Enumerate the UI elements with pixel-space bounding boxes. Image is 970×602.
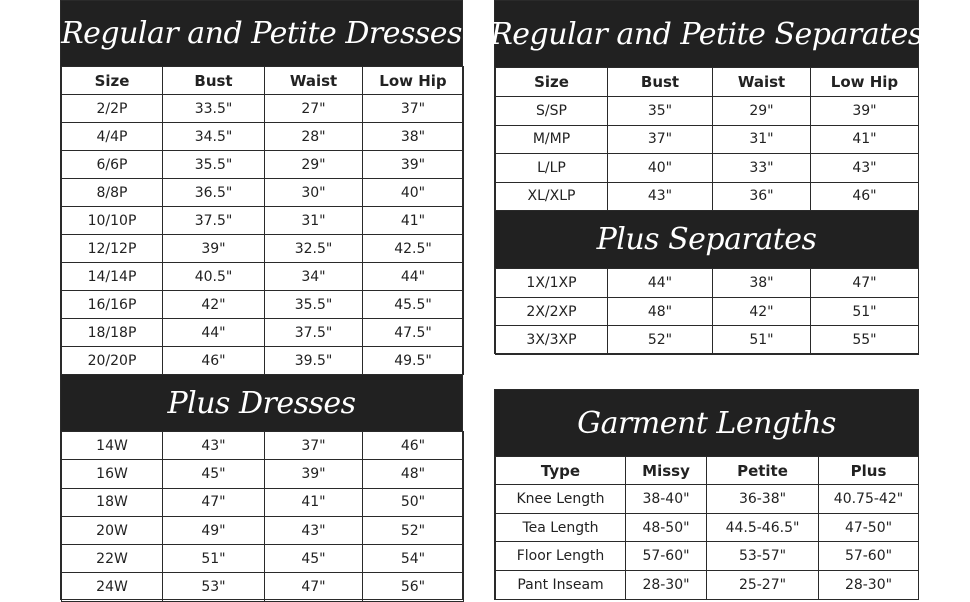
measurement-cell: 44"	[608, 269, 713, 298]
measurement-cell: 36"	[713, 182, 811, 211]
table-row	[496, 485, 919, 514]
measurement-cell: 35"	[608, 97, 713, 126]
measurement-cell: 29"	[265, 151, 363, 179]
measurement-cell: 40"	[608, 154, 713, 183]
column-header: Waist	[265, 67, 363, 95]
measurement-cell: 33.5"	[163, 95, 265, 123]
plus-dresses-table	[61, 431, 464, 602]
measurement-cell: 45"	[265, 545, 363, 573]
measurement-cell: 37"	[265, 432, 363, 460]
row-label-cell: S/SP	[496, 97, 608, 126]
row-label-cell: 12/12P	[62, 235, 163, 263]
header-row	[496, 457, 919, 485]
measurement-cell: 38-40"	[626, 485, 707, 514]
row-label-cell: Floor Length	[496, 542, 626, 571]
table-row	[62, 263, 464, 291]
measurement-cell: 48-50"	[626, 513, 707, 542]
table-row	[62, 545, 464, 573]
table-row	[62, 207, 464, 235]
measurement-cell: 37.5"	[163, 207, 265, 235]
plus-dresses-title: Plus Dresses	[61, 375, 462, 431]
column-header: Size	[62, 67, 163, 95]
measurement-cell: 57-60"	[626, 542, 707, 571]
header-row	[496, 68, 919, 97]
table-row	[496, 97, 919, 126]
measurement-cell: 39"	[163, 235, 265, 263]
table-row	[496, 125, 919, 154]
measurement-cell: 47"	[811, 269, 919, 298]
measurement-cell: 25-27"	[707, 571, 819, 600]
table-row	[496, 571, 919, 600]
table-row	[496, 297, 919, 326]
measurement-cell: 31"	[713, 125, 811, 154]
measurement-cell: 44"	[163, 319, 265, 347]
column-header: Petite	[707, 457, 819, 485]
table-row	[496, 154, 919, 183]
measurement-cell: 28-30"	[626, 571, 707, 600]
row-label-cell: 16/16P	[62, 291, 163, 319]
measurement-cell: 33"	[713, 154, 811, 183]
measurement-cell: 47-50"	[819, 513, 919, 542]
row-label-cell: M/MP	[496, 125, 608, 154]
column-header: Bust	[163, 67, 265, 95]
measurement-cell: 28"	[265, 123, 363, 151]
header-row	[62, 67, 464, 95]
row-label-cell: 2/2P	[62, 95, 163, 123]
measurement-cell: 53"	[163, 573, 265, 601]
measurement-cell: 46"	[363, 432, 464, 460]
row-label-cell: Pant Inseam	[496, 571, 626, 600]
measurement-cell: 43"	[265, 516, 363, 544]
table-row	[62, 179, 464, 207]
table-row	[62, 432, 464, 460]
measurement-cell: 55"	[811, 326, 919, 355]
regular-dresses-title: Regular and Petite Dresses	[61, 1, 462, 66]
table-row	[496, 182, 919, 211]
measurement-cell: 36-38"	[707, 485, 819, 514]
row-label-cell: 8/8P	[62, 179, 163, 207]
table-row	[496, 269, 919, 298]
measurement-cell: 32.5"	[265, 235, 363, 263]
plus-separates-table	[495, 268, 919, 355]
measurement-cell: 35.5"	[265, 291, 363, 319]
row-label-cell: 2X/2XP	[496, 297, 608, 326]
column-header: Type	[496, 457, 626, 485]
garment-lengths-title: Garment Lengths	[495, 390, 918, 456]
column-header: Missy	[626, 457, 707, 485]
measurement-cell: 46"	[811, 182, 919, 211]
table-row	[496, 326, 919, 355]
measurement-cell: 43"	[163, 432, 265, 460]
row-label-cell: Knee Length	[496, 485, 626, 514]
row-label-cell: 1X/1XP	[496, 269, 608, 298]
measurement-cell: 28-30"	[819, 571, 919, 600]
table-row	[62, 460, 464, 488]
measurement-cell: 38"	[713, 269, 811, 298]
measurement-cell: 39.5"	[265, 347, 363, 375]
measurement-cell: 37.5"	[265, 319, 363, 347]
row-label-cell: 14/14P	[62, 263, 163, 291]
measurement-cell: 46"	[163, 347, 265, 375]
measurement-cell: 41"	[811, 125, 919, 154]
measurement-cell: 37"	[363, 95, 464, 123]
column-header: Waist	[713, 68, 811, 97]
measurement-cell: 30"	[265, 179, 363, 207]
regular-separates-table	[495, 67, 919, 211]
measurement-cell: 45.5"	[363, 291, 464, 319]
garment-lengths-table	[495, 456, 919, 600]
table-row	[62, 573, 464, 601]
measurement-cell: 27"	[265, 95, 363, 123]
row-label-cell: Tea Length	[496, 513, 626, 542]
measurement-cell: 38"	[363, 123, 464, 151]
measurement-cell: 49.5"	[363, 347, 464, 375]
measurement-cell: 48"	[363, 460, 464, 488]
measurement-cell: 42"	[713, 297, 811, 326]
table-row	[496, 542, 919, 571]
row-label-cell: 24W	[62, 573, 163, 601]
measurement-cell: 34.5"	[163, 123, 265, 151]
separates-chart	[490, 0, 923, 354]
table-row	[62, 235, 464, 263]
measurement-cell: 40.5"	[163, 263, 265, 291]
measurement-cell: 36.5"	[163, 179, 265, 207]
table-row	[62, 123, 464, 151]
table-row	[62, 319, 464, 347]
measurement-cell: 54"	[363, 545, 464, 573]
row-label-cell: L/LP	[496, 154, 608, 183]
table-row	[62, 95, 464, 123]
measurement-cell: 40.75-42"	[819, 485, 919, 514]
row-label-cell: 20W	[62, 516, 163, 544]
measurement-cell: 41"	[363, 207, 464, 235]
row-label-cell: 16W	[62, 460, 163, 488]
measurement-cell: 43"	[608, 182, 713, 211]
measurement-cell: 51"	[811, 297, 919, 326]
measurement-cell: 52"	[363, 516, 464, 544]
row-label-cell: 10/10P	[62, 207, 163, 235]
column-header: Low Hip	[811, 68, 919, 97]
regular-dresses-table	[61, 66, 464, 375]
table-row	[62, 291, 464, 319]
measurement-cell: 41"	[265, 488, 363, 516]
row-label-cell: 3X/3XP	[496, 326, 608, 355]
measurement-cell: 42"	[163, 291, 265, 319]
measurement-cell: 44"	[363, 263, 464, 291]
column-header: Low Hip	[363, 67, 464, 95]
measurement-cell: 34"	[265, 263, 363, 291]
row-label-cell: 20/20P	[62, 347, 163, 375]
garment-lengths-chart	[494, 389, 919, 600]
measurement-cell: 42.5"	[363, 235, 464, 263]
measurement-cell: 50"	[363, 488, 464, 516]
plus-separates-title: Plus Separates	[495, 211, 918, 268]
table-row	[62, 488, 464, 516]
measurement-cell: 40"	[363, 179, 464, 207]
measurement-cell: 35.5"	[163, 151, 265, 179]
row-label-cell: 18W	[62, 488, 163, 516]
regular-separates-title: Regular and Petite Separates	[495, 1, 918, 67]
row-label-cell: 18/18P	[62, 319, 163, 347]
measurement-cell: 51"	[163, 545, 265, 573]
measurement-cell: 43"	[811, 154, 919, 183]
table-row	[62, 347, 464, 375]
measurement-cell: 56"	[363, 573, 464, 601]
dresses-chart	[60, 0, 463, 600]
measurement-cell: 47"	[265, 573, 363, 601]
column-header: Size	[496, 68, 608, 97]
measurement-cell: 44.5-46.5"	[707, 513, 819, 542]
measurement-cell: 45"	[163, 460, 265, 488]
row-label-cell: 22W	[62, 545, 163, 573]
row-label-cell: 6/6P	[62, 151, 163, 179]
measurement-cell: 47.5"	[363, 319, 464, 347]
measurement-cell: 53-57"	[707, 542, 819, 571]
table-row	[62, 151, 464, 179]
table-row	[62, 516, 464, 544]
measurement-cell: 39"	[363, 151, 464, 179]
measurement-cell: 37"	[608, 125, 713, 154]
measurement-cell: 31"	[265, 207, 363, 235]
table-row	[496, 513, 919, 542]
measurement-cell: 39"	[265, 460, 363, 488]
measurement-cell: 47"	[163, 488, 265, 516]
measurement-cell: 49"	[163, 516, 265, 544]
measurement-cell: 48"	[608, 297, 713, 326]
measurement-cell: 51"	[713, 326, 811, 355]
measurement-cell: 29"	[713, 97, 811, 126]
row-label-cell: XL/XLP	[496, 182, 608, 211]
row-label-cell: 14W	[62, 432, 163, 460]
measurement-cell: 39"	[811, 97, 919, 126]
measurement-cell: 57-60"	[819, 542, 919, 571]
column-header: Plus	[819, 457, 919, 485]
column-header: Bust	[608, 68, 713, 97]
row-label-cell: 4/4P	[62, 123, 163, 151]
measurement-cell: 52"	[608, 326, 713, 355]
